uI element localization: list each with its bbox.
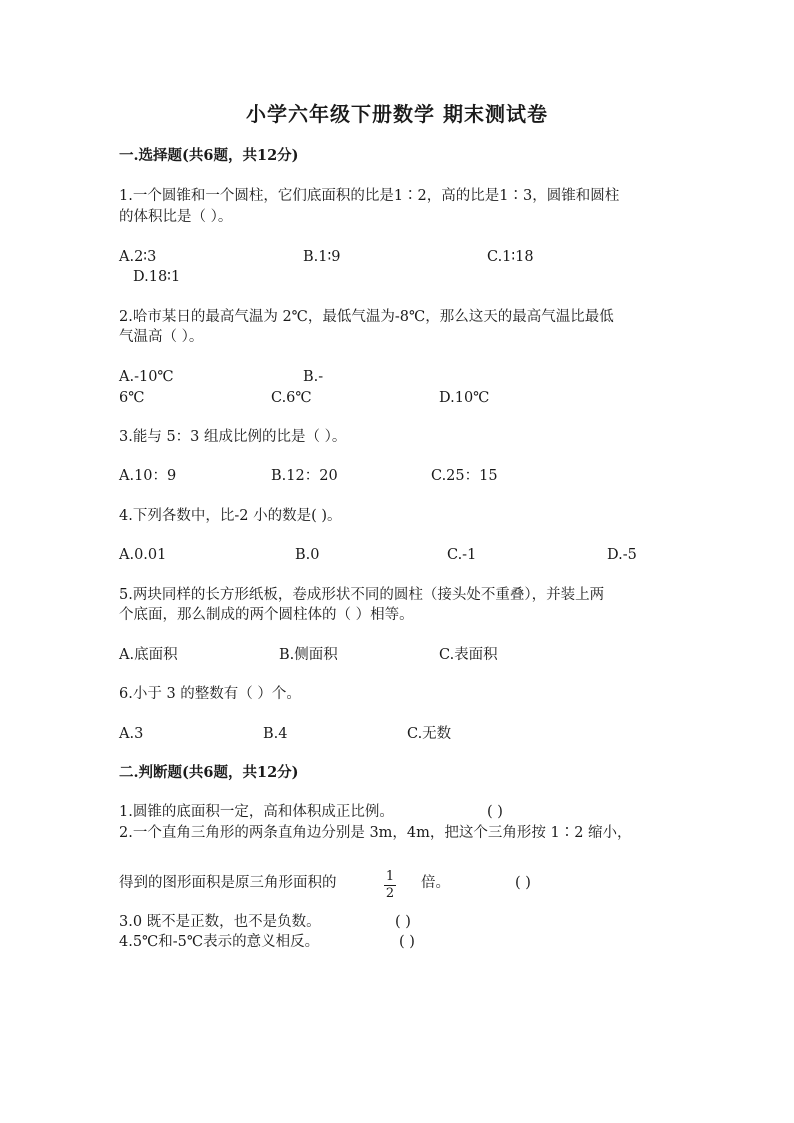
q5-option-c: C.表面积 [439,647,498,663]
j2-stem-end: 倍。 [421,875,450,891]
q5-option-a: A.底面积 [119,647,178,663]
j3-answer-paren: ( ) [395,914,411,930]
q1-option-b: B.1∶9 [303,249,341,265]
j2-stem-line1: 2.一个直角三角形的两条直角边分别是 3m，4m，把这个三角形按 1∶2 缩小， [119,825,632,841]
j3-stem: 3.0 既不是正数，也不是负数。 [119,914,321,930]
fraction-denominator: 2 [385,886,395,901]
q4-option-b: B.0 [295,547,320,563]
q1-stem-line2: 的体积比是（ ）。 [119,209,233,225]
q6-stem: 6.小于 3 的整数有（ ）个。 [119,686,301,702]
q2-stem-line2: 气温高（ ）。 [119,329,204,345]
j4-answer-paren: ( ) [399,934,415,950]
q5-stem-line2: 个底面，那么制成的两个圆柱体的（ ）相等。 [119,607,414,623]
j1-answer-paren: ( ) [487,804,503,820]
q5-option-b: B.侧面积 [279,647,338,663]
q2-option-c: C.6℃ [271,390,312,406]
q6-option-a: A.3 [119,726,144,742]
j2-fraction [383,869,397,902]
q1-stem-line1: 1.一个圆锥和一个圆柱，它们底面积的比是1∶2，高的比是1∶3，圆锥和圆柱 [119,188,620,204]
q2-stem-line1: 2.哈市某日的最高气温为 2℃，最低气温为-8℃，那么这天的最高气温比最低 [119,309,614,325]
q3-option-b: B.12：20 [271,468,338,484]
section-heading-judge: 二.判断题(共6题，共12分) [119,764,299,781]
q1-option-d: D.18∶1 [133,269,181,285]
page-title: 小学六年级下册数学 期末测试卷 [246,102,548,126]
section-heading-choice: 一.选择题(共6题，共12分) [119,147,299,164]
q1-option-a: A.2∶3 [119,249,157,265]
q4-option-d: D.-5 [607,547,637,563]
j2-stem-line2: 得到的图形面积是原三角形面积的 [119,875,337,891]
q6-option-c: C.无数 [407,726,452,742]
q1-option-c: C.1∶18 [487,249,534,265]
fraction-numerator: 1 [385,869,395,884]
q2-option-d: D.10℃ [439,390,490,406]
q4-option-a: A.0.01 [119,547,167,563]
q4-stem: 4.下列各数中，比-2 小的数是( )。 [119,508,342,524]
q6-option-b: B.4 [263,726,288,742]
q3-stem: 3.能与 5：3 组成比例的比是（ ）。 [119,429,347,445]
q2-option-b: B.- [303,369,324,385]
j4-stem: 4.5℃和-5℃表示的意义相反。 [119,934,320,950]
q3-option-a: A.10：9 [119,468,177,484]
j1-stem: 1.圆锥的底面积一定，高和体积成正比例。 [119,804,394,820]
j2-answer-paren: ( ) [515,875,531,891]
q5-stem-line1: 5.两块同样的长方形纸板，卷成形状不同的圆柱（接头处不重叠），并装上两 [119,587,605,603]
q4-option-c: C.-1 [447,547,477,563]
q2-option-a: A.-10℃ [119,369,174,385]
q3-option-c: C.25：15 [431,468,498,484]
q2-option-b-cont: 6℃ [119,390,145,406]
